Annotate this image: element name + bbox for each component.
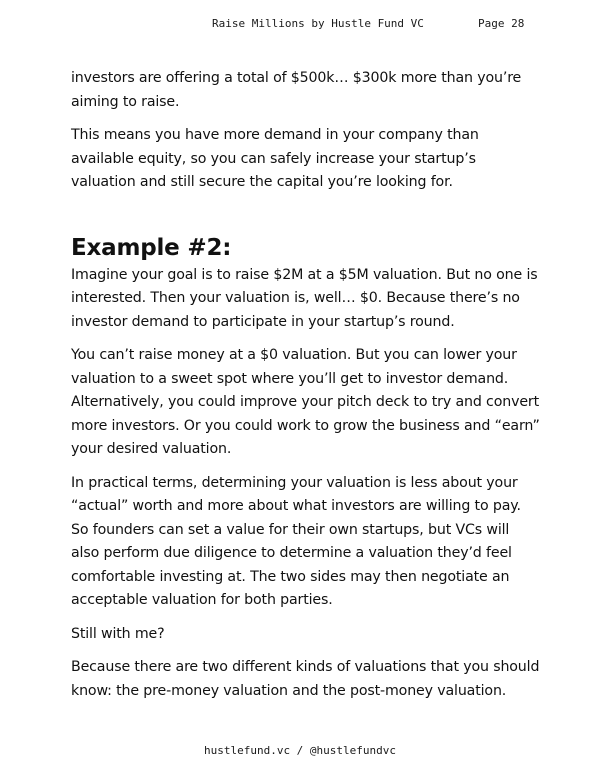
paragraph: In practical terms, determining your valuation is less about your “actual” worth and more about what investors are willing to pay. So founders can set a value for their own startups, but VCs will also perform due diligence to determine a valuation they’d feel comfortable investing at. The two sides may then negotiate an acceptable valuation for both parties. [71,474,521,608]
section-heading: Example #2: [71,234,232,261]
paragraph: You can’t raise money at a $0 valuation. But you can lower your valuation to a sweet spot where you’ll get to investor demand. Alternatively, you could improve your pitch deck to try and convert more investors. Or you could work to grow the business and “earn” your desired valuation. [71,347,540,457]
paragraph: Still with me? [71,625,165,642]
paragraph: Imagine your goal is to raise $2M at a $5M valuation. But no one is interested. Then your valuation is, well… $0. Because there’s no investor demand to participate in your startup’s round. [71,266,538,330]
page-number: Page 28 [478,17,525,30]
page-content [71,67,541,713]
paragraph: Because there are two different kinds of valuations that you should know: the pre-money valuation and the post-money valuation. [71,659,540,699]
page-footer: hustlefund.vc / @hustlefundvc [203,744,397,757]
document-title: Raise Millions by Hustle Fund VC [212,17,424,30]
page-header [0,17,600,33]
paragraph: investors are offering a total of $500k… $300k more than you’re aiming to raise. [71,70,522,110]
paragraph: This means you have more demand in your company than available equity, so you can safely increase your startup’s valuation and still secure the capital you’re looking for. [71,127,479,190]
